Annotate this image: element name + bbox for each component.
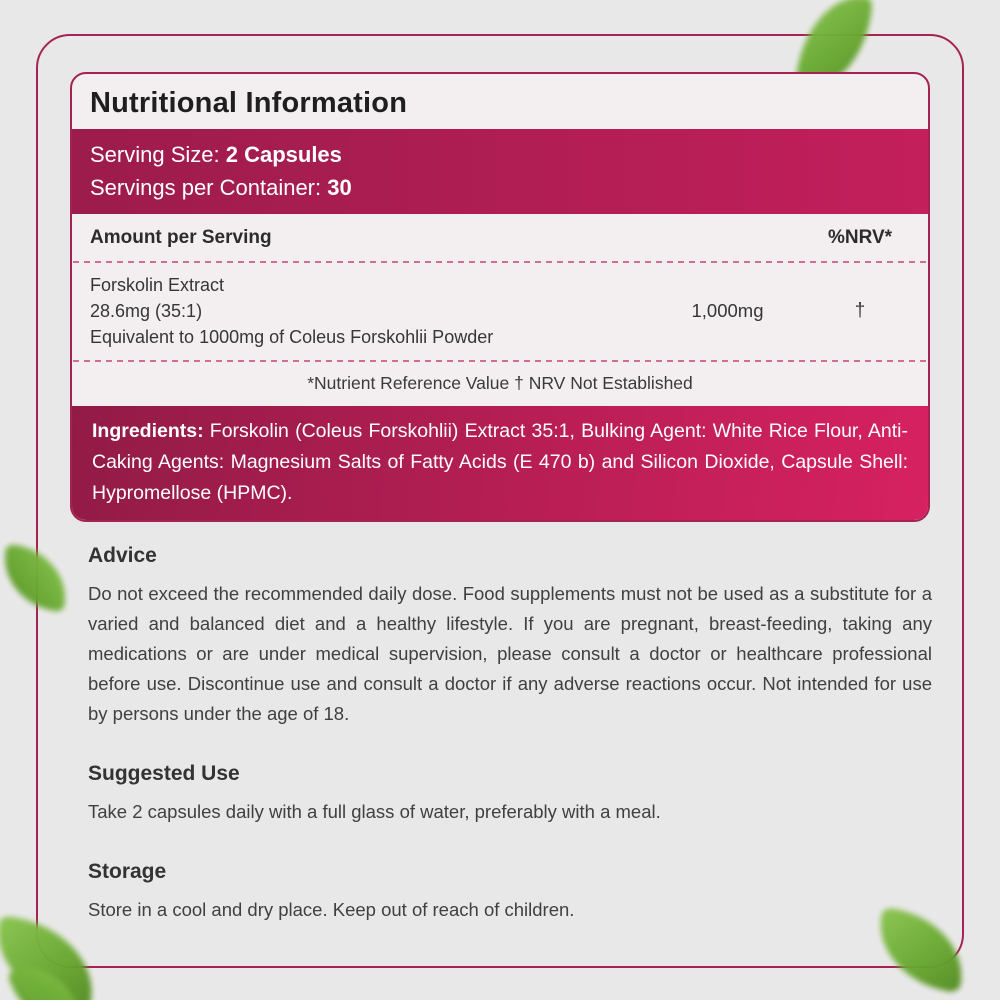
ingredients-text: Forskolin (Coleus Forskohlii) Extract 35:1, Bulking Agent: White Rice Flour, Anti-Caking Agents: Magnesium Salts of Fatty Acids (E 470 b) and Silicon Dioxide, Capsule Shell: Hypromellose (HPMC).	[92, 420, 908, 504]
nrv-footnote: *Nutrient Reference Value † NRV Not Established	[307, 373, 693, 393]
ingredients-label: Ingredients:	[92, 420, 204, 442]
serving-info-band	[72, 129, 928, 214]
nutrient-name-cell	[90, 272, 645, 350]
serving-size-line	[90, 138, 910, 171]
panel-title: Nutritional Information	[90, 87, 408, 119]
serving-size-value: 2 Capsules	[225, 142, 342, 167]
amount-per-serving-header: Amount per Serving	[90, 227, 272, 248]
advice-section	[88, 544, 932, 729]
nutrient-equivalent: Equivalent to 1000mg of Coleus Forskohlii Powder	[90, 327, 494, 347]
nrv-header: %NRV*	[827, 227, 893, 248]
servings-per-container-line	[90, 171, 910, 204]
advice-body: Do not exceed the recommended daily dose. Food supplements must not be used as a substitute for a varied and balanced diet and a healthy lifestyle. If you are pregnant, breast-feeding, taking any medications or are under medical supervision, please consult a doctor or healthcare professional before use. Discontinue use and consult a doctor if any adverse reactions occur. Not intended for use by persons under the age of 18.	[88, 583, 932, 724]
storage-body: Store in a cool and dry place. Keep out of reach of children.	[88, 899, 575, 920]
nutrient-strength: 28.6mg (35:1)	[90, 301, 203, 321]
servings-count-label: Servings per Container:	[90, 175, 328, 200]
nutrient-name: Forskolin Extract	[90, 275, 225, 295]
storage-section	[88, 860, 932, 925]
nutrition-panel	[70, 72, 930, 522]
suggested-use-heading: Suggested Use	[88, 762, 240, 785]
table-header-row	[72, 214, 928, 261]
nutrient-nrv-cell: †	[854, 300, 866, 321]
serving-size-label: Serving Size:	[90, 142, 226, 167]
ingredients-band	[72, 406, 928, 520]
servings-count-value: 30	[327, 175, 352, 200]
table-row	[72, 263, 928, 360]
suggested-use-body: Take 2 capsules daily with a full glass of water, preferably with a meal.	[88, 801, 661, 822]
nutrient-amount-cell: 1,000mg	[691, 300, 764, 321]
suggested-use-section	[88, 762, 932, 827]
advice-heading: Advice	[88, 544, 157, 567]
storage-heading: Storage	[88, 860, 167, 883]
info-sections	[88, 544, 932, 958]
